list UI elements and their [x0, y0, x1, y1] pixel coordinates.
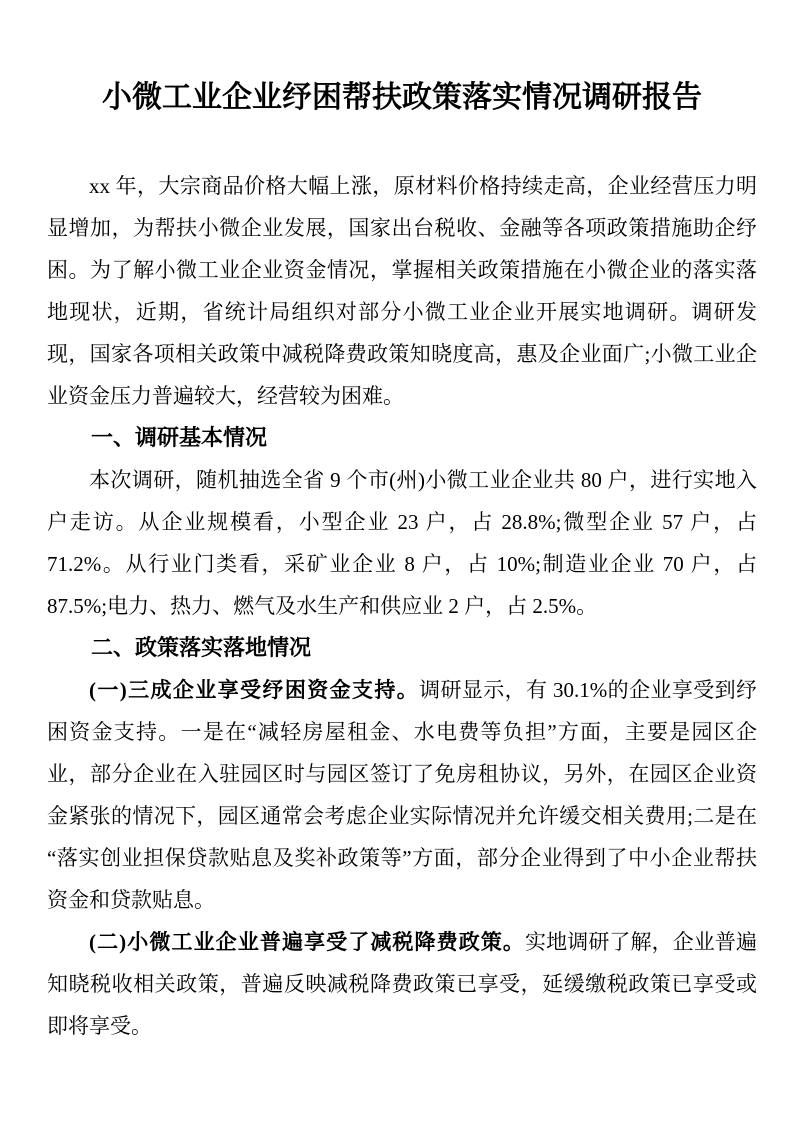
subsection-1-text: 调研显示，有 30.1%的企业享受到纾困资金支持。一是在“减轻房屋租金、水电费等负担”方面，主要是园区企业，部分企业在入驻园区时与园区签订了免房租协议，另外，在园区企业资金紧张的情况下，园区通常会考虑企业实际情况并允许缓交相关费用;二是在“落实创业担保贷款贴息及奖补政策等”方面，部分企业得到了中小企业帮扶资金和贷款贴息。: [47, 678, 757, 912]
document-title: 小微工业企业纾困帮扶政策落实情况调研报告: [102, 81, 702, 114]
subsection-2-lead: (二)小微工业企业普遍享受了减税降费政策。: [89, 930, 526, 954]
paragraph-section1-body: 本次调研，随机抽选全省 9 个市(州)小微工业企业共 80 户，进行实地入户走访。从企业规模看，小型企业 23 户，占 28.8%;微型企业 57 户，占 71.2%。从行业门类看，采矿业企业 8 户，占 10%;制造业企业 70 户，占 87.5%;电力、热力、燃气及水生产和供应业 2 户，占 2.5%。: [47, 468, 757, 618]
subsection-2-text: 实地调研了解，企业普遍知晓税收相关政策，普遍反映减税降费政策已享受，延缓缴税政策已享受或即将享受。: [47, 930, 757, 1038]
paragraph-subsection-2: [47, 921, 757, 1047]
paragraph-intro: xx 年，大宗商品价格大幅上涨，原材料价格持续走高，企业经营压力明显增加，为帮扶小微企业发展，国家出台税收、金融等各项政策措施助企纾困。为了解小微工业企业资金情况，掌握相关政策措施在小微企业的落实落地现状，近期，省统计局组织对部分小微工业企业开展实地调研。调研发现，国家各项相关政策中减税降费政策知晓度高，惠及企业面广;小微工业企业资金压力普遍较大，经营较为困难。: [47, 174, 757, 408]
section-heading-2: 二、政策落实落地情况: [91, 635, 312, 660]
section-heading-1: 一、调研基本情况: [91, 425, 268, 450]
subsection-1-lead: (一)三成企业享受纾困资金支持。: [89, 678, 420, 702]
paragraph-subsection-1: [47, 669, 757, 921]
